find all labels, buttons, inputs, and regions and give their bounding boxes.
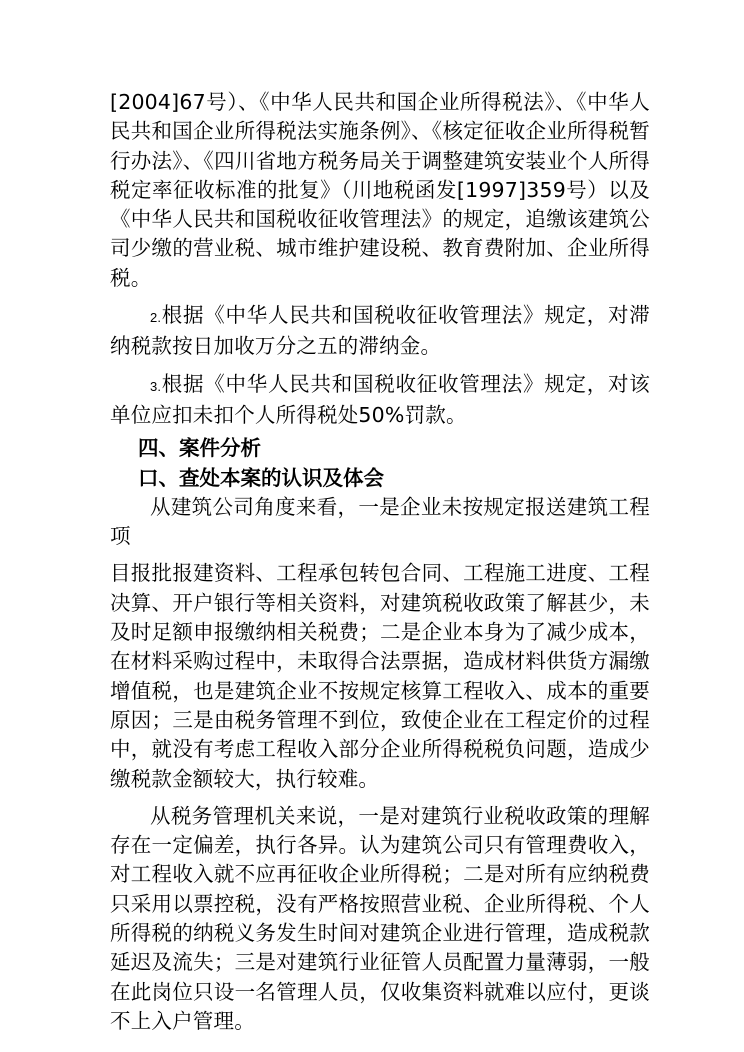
- list-item-number: 3.: [150, 378, 162, 394]
- list-item-late-fee: [110, 301, 650, 362]
- document-body: [110, 88, 650, 1036]
- list-item-text: 根据《中华人民共和国税收征收管理法》规定，对该单位应扣未扣个人所得税处50%罚款。: [110, 371, 650, 427]
- paragraph-legal-basis: [2004]67号）、《中华人民共和国企业所得税法》、《中华人民共和国企业所得税法实施条例》、《核定征收企业所得税暂行办法》、《四川省地方税务局关于调整建筑安装业个人所得税定率征收标准的批复》（川地税函发[1997]359号）以及《中华人民共和国税收征收管理法》的规定，追缴该建筑公司少缴的营业税、城市维护建设税、教育费附加、企业所得税。: [110, 90, 650, 290]
- list-item-text: 根据《中华人民共和国税收征收管理法》规定，对滞纳税款按日加收万分之五的滞纳金。: [110, 303, 650, 359]
- subsection-heading: 口、查处本案的认识及体会: [138, 465, 384, 490]
- list-item-number: 2.: [150, 310, 162, 326]
- paragraph-tax-admin-view: 从税务管理机关来说，一是对建筑行业税收政策的理解存在一定偏差，执行各异。认为建筑公司只有管理费收入，对工程收入就不应再征收企业所得税；二是对所有应纳税费只采用以票控税，没有严格按照营业税、企业所得税、个人所得税的纳税义务发生时间对建筑企业进行管理，造成税款延迟及流失；三是对建筑行业征管人员配置力量薄弱，一般在此岗位只设一名管理人员，仅收集资料就难以应付，更谈不上入户管理。: [110, 803, 650, 1033]
- paragraph-construction-view-start: 从建筑公司角度来看，一是企业未按规定报送建筑工程项: [110, 494, 650, 549]
- section-heading: 四、案件分析: [138, 436, 261, 461]
- paragraph-construction-view: 目报批报建资料、工程承包转包合同、工程施工进度、工程决算、开户银行等相关资料，对建筑税收政策了解甚少，未及时足额申报缴纳相关税费；二是企业本身为了减少成本，在材料采购过程中，未取得合法票据，造成材料供货方漏缴增值税，也是建筑企业不按规定核算工程收入、成本的重要原因；三是由税务管理不到位，致使企业在工程定价的过程中，就没有考虑工程收入部分企业所得税税负问题，造成少缴税款金额较大，执行较难。: [110, 561, 650, 791]
- list-item-penalty: [110, 370, 650, 431]
